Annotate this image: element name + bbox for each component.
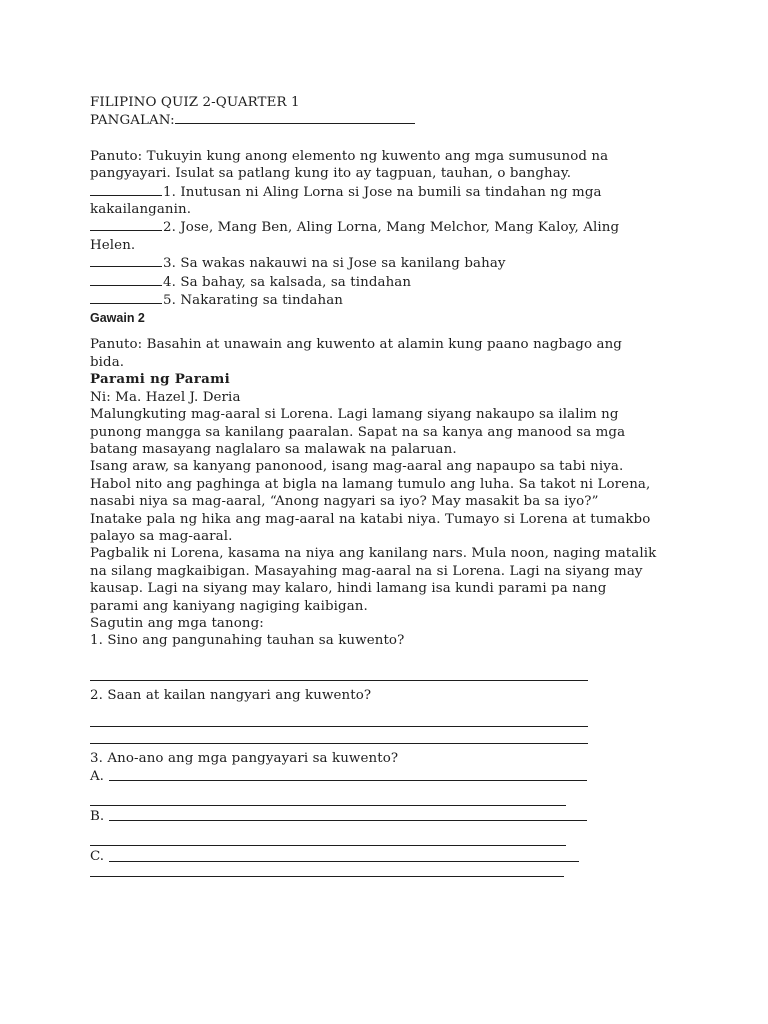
answer-line-a[interactable] — [109, 768, 587, 781]
question-2: 2. Saan at kailan nangyari ang kuwento? — [90, 687, 372, 703]
answer-line-c-2[interactable] — [90, 876, 564, 877]
story-line: nasabi niya sa mag-aaral, “Anong nagyari sa iyo? May masakit ba sa iyo?” — [90, 494, 599, 510]
answer-line-b[interactable] — [109, 808, 587, 821]
name-field-row — [90, 111, 690, 129]
story-line: batang masayang naglalaro sa malawak na palaruan. — [90, 441, 457, 457]
name-label: PANGALAN: — [90, 113, 175, 129]
questions-label: Sagutin ang mga tanong: — [90, 615, 264, 631]
quiz-item-1-cont: kakailanganin. — [90, 202, 192, 218]
story-line: Pagbalik ni Lorena, kasama na niya ang kanilang nars. Mula noon, naging matalik — [90, 546, 657, 562]
answer-label-a: A. — [90, 768, 104, 784]
answer-label-c: C. — [90, 849, 105, 865]
quiz-title: FILIPINO QUIZ 2-QUARTER 1 — [90, 95, 300, 110]
answer-blank[interactable] — [90, 273, 162, 286]
answer-row-a — [90, 768, 690, 785]
story-line: Malungkuting mag-aaral si Lorena. Lagi lamang siyang nakaupo sa ilalim ng — [90, 407, 619, 423]
answer-blank[interactable] — [90, 254, 162, 267]
story-line: parami ang kaniyang nagiging kaibigan. — [90, 598, 368, 614]
story-line: Inatake pala ng hika ang mag-aaral na katabi niya. Tumayo si Lorena at tumakbo — [90, 511, 651, 527]
part2-instruction-line-2: bida. — [90, 354, 125, 370]
quiz-item-1: 1. Inutusan ni Aling Lorna si Jose na bumili sa tindahan ng mga — [90, 183, 690, 201]
answer-blank[interactable] — [90, 218, 162, 231]
story-body — [90, 406, 690, 615]
answer-line-c[interactable] — [109, 849, 579, 862]
answer-label-b: B. — [90, 809, 105, 824]
answer-blank[interactable] — [90, 291, 162, 304]
story-line: punong mangga sa kanilang paaralan. Sapat na sa kanya ang manood sa mga — [90, 424, 626, 440]
answer-row-c — [90, 848, 690, 865]
story-title: Parami ng Parami — [90, 371, 230, 388]
answer-row-b — [90, 808, 690, 825]
quiz-item-2: 2. Jose, Mang Ben, Aling Lorna, Mang Melchor, Mang Kaloy, Aling — [90, 218, 690, 236]
answer-blank[interactable] — [90, 183, 162, 196]
quiz-item-5: 5. Nakarating sa tindahan — [90, 291, 690, 309]
story-author: Ni: Ma. Hazel J. Deria — [90, 389, 241, 405]
part1-instruction-line-1: Panuto: Tukuyin kung anong elemento ng kuwento ang mga sumusunod na — [90, 148, 609, 164]
story-line: palayo sa mag-aaral. — [90, 528, 233, 544]
story-line: Habol nito ang paghinga at bigla na lamang tumulo ang luha. Sa takot ni Lorena, — [90, 476, 651, 492]
quiz-item-3: 3. Sa wakas nakauwi na si Jose sa kanilang bahay — [90, 254, 690, 272]
part1-instruction-line-2: pangyayari. Isulat sa patlang kung ito ay tagpuan, tauhan, o banghay. — [90, 166, 572, 182]
quiz-page — [90, 94, 690, 877]
quiz-item-4: 4. Sa bahay, sa kalsada, sa tindahan — [90, 273, 690, 291]
name-blank[interactable] — [175, 111, 415, 124]
story-line: kausap. Lagi na siyang may kalaro, hindi lamang isa kundi parami pa nang — [90, 581, 607, 597]
story-line: na silang magkaibigan. Masayahing mag-aaral na si Lorena. Lagi na siyang may — [90, 563, 643, 579]
part2-instruction-line-1: Panuto: Basahin at unawain ang kuwento at alamin kung paano nagbago ang — [90, 337, 622, 353]
story-line: Isang araw, sa kanyang panonood, isang mag-aaral ang napaupo sa tabi niya. — [90, 459, 624, 475]
quiz-item-2-cont: Helen. — [90, 237, 136, 253]
question-3: 3. Ano-ano ang mga pangyayari sa kuwento? — [90, 751, 399, 767]
section-heading: Gawain 2 — [90, 311, 145, 326]
question-1: 1. Sino ang pangunahing tauhan sa kuwento? — [90, 633, 405, 649]
